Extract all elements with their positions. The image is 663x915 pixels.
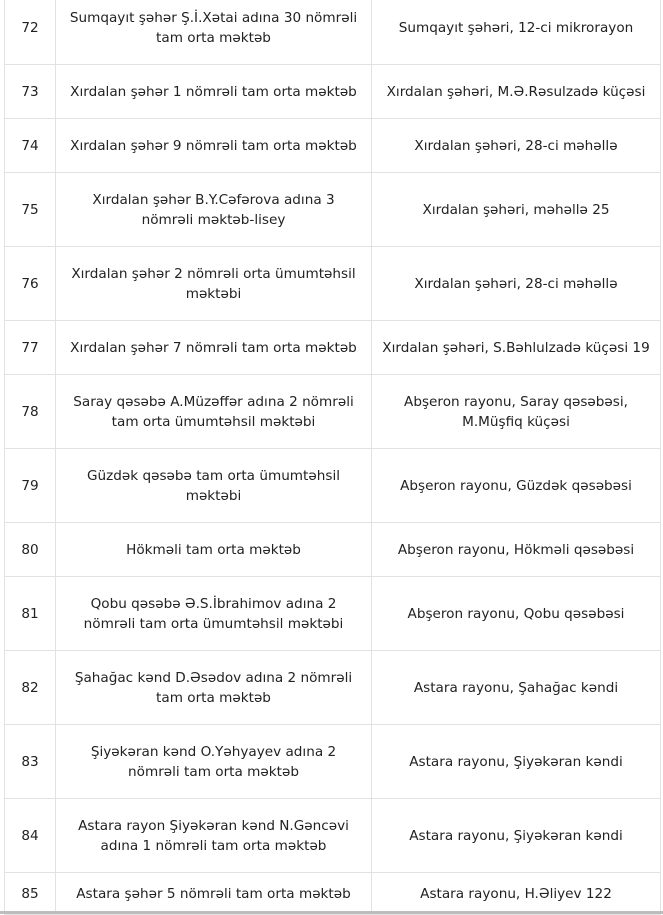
row-number: 72 bbox=[5, 0, 56, 65]
row-number: 74 bbox=[5, 119, 56, 173]
school-address: Abşeron rayonu, Qobu qəsəbəsi bbox=[372, 577, 661, 651]
table-row bbox=[5, 65, 661, 119]
school-name: Hökməli tam orta məktəb bbox=[56, 523, 372, 577]
school-address: Astara rayonu, H.Əliyev 122 bbox=[372, 873, 661, 915]
table-row bbox=[5, 577, 661, 651]
school-address: Xırdalan şəhəri, 28-ci məhəllə bbox=[372, 247, 661, 321]
school-address: Abşeron rayonu, Güzdək qəsəbəsi bbox=[372, 449, 661, 523]
table-row bbox=[5, 873, 661, 915]
table-row bbox=[5, 651, 661, 725]
school-name: Xırdalan şəhər 9 nömrəli tam orta məktəb bbox=[56, 119, 372, 173]
school-address: Xırdalan şəhəri, məhəllə 25 bbox=[372, 173, 661, 247]
row-number: 76 bbox=[5, 247, 56, 321]
school-name: Saray qəsəbə A.Müzəffər adına 2 nömrəli tam orta ümumtəhsil məktəbi bbox=[56, 375, 372, 449]
school-address: Sumqayıt şəhəri, 12-ci mikrorayon bbox=[372, 0, 661, 65]
row-number: 83 bbox=[5, 725, 56, 799]
schools-table-container bbox=[4, 0, 660, 915]
row-number: 84 bbox=[5, 799, 56, 873]
school-name: Xırdalan şəhər 1 nömrəli tam orta məktəb bbox=[56, 65, 372, 119]
school-name: Astara şəhər 5 nömrəli tam orta məktəb bbox=[56, 873, 372, 915]
school-address: Xırdalan şəhəri, M.Ə.Rəsulzadə küçəsi bbox=[372, 65, 661, 119]
row-number: 79 bbox=[5, 449, 56, 523]
school-address: Abşeron rayonu, Hökməli qəsəbəsi bbox=[372, 523, 661, 577]
table-row bbox=[5, 119, 661, 173]
table-row bbox=[5, 523, 661, 577]
school-name: Qobu qəsəbə Ə.S.İbrahimov adına 2 nömrəli tam orta ümumtəhsil məktəbi bbox=[56, 577, 372, 651]
school-name: Şahağac kənd D.Əsədov adına 2 nömrəli tam orta məktəb bbox=[56, 651, 372, 725]
school-name: Sumqayıt şəhər Ş.İ.Xətai adına 30 nömrəli tam orta məktəb bbox=[56, 0, 372, 65]
school-address: Xırdalan şəhəri, 28-ci məhəllə bbox=[372, 119, 661, 173]
school-name: Astara rayon Şiyəkəran kənd N.Gəncəvi adına 1 nömrəli tam orta məktəb bbox=[56, 799, 372, 873]
school-address: Astara rayonu, Şiyəkəran kəndi bbox=[372, 725, 661, 799]
school-address: Abşeron rayonu, Saray qəsəbəsi, M.Müşfiq küçəsi bbox=[372, 375, 661, 449]
table-row bbox=[5, 449, 661, 523]
school-address: Xırdalan şəhəri, S.Bəhlulzadə küçəsi 19 bbox=[372, 321, 661, 375]
row-number: 80 bbox=[5, 523, 56, 577]
school-address: Astara rayonu, Şiyəkəran kəndi bbox=[372, 799, 661, 873]
row-number: 82 bbox=[5, 651, 56, 725]
table-row bbox=[5, 375, 661, 449]
school-name: Xırdalan şəhər 7 nömrəli tam orta məktəb bbox=[56, 321, 372, 375]
row-number: 85 bbox=[5, 873, 56, 915]
table-row bbox=[5, 799, 661, 873]
row-number: 77 bbox=[5, 321, 56, 375]
school-name: Xırdalan şəhər 2 nömrəli orta ümumtəhsil məktəbi bbox=[56, 247, 372, 321]
school-name: Xırdalan şəhər B.Y.Cəfərova adına 3 nömrəli məktəb-lisey bbox=[56, 173, 372, 247]
table-row bbox=[5, 321, 661, 375]
school-address: Astara rayonu, Şahağac kəndi bbox=[372, 651, 661, 725]
row-number: 75 bbox=[5, 173, 56, 247]
row-number: 73 bbox=[5, 65, 56, 119]
table-row bbox=[5, 173, 661, 247]
table-row bbox=[5, 725, 661, 799]
row-number: 78 bbox=[5, 375, 56, 449]
table-row bbox=[5, 0, 661, 65]
row-number: 81 bbox=[5, 577, 56, 651]
schools-table bbox=[4, 0, 661, 915]
school-name: Güzdək qəsəbə tam orta ümumtəhsil məktəbi bbox=[56, 449, 372, 523]
school-name: Şiyəkəran kənd O.Yəhyayev adına 2 nömrəli tam orta məktəb bbox=[56, 725, 372, 799]
table-row bbox=[5, 247, 661, 321]
